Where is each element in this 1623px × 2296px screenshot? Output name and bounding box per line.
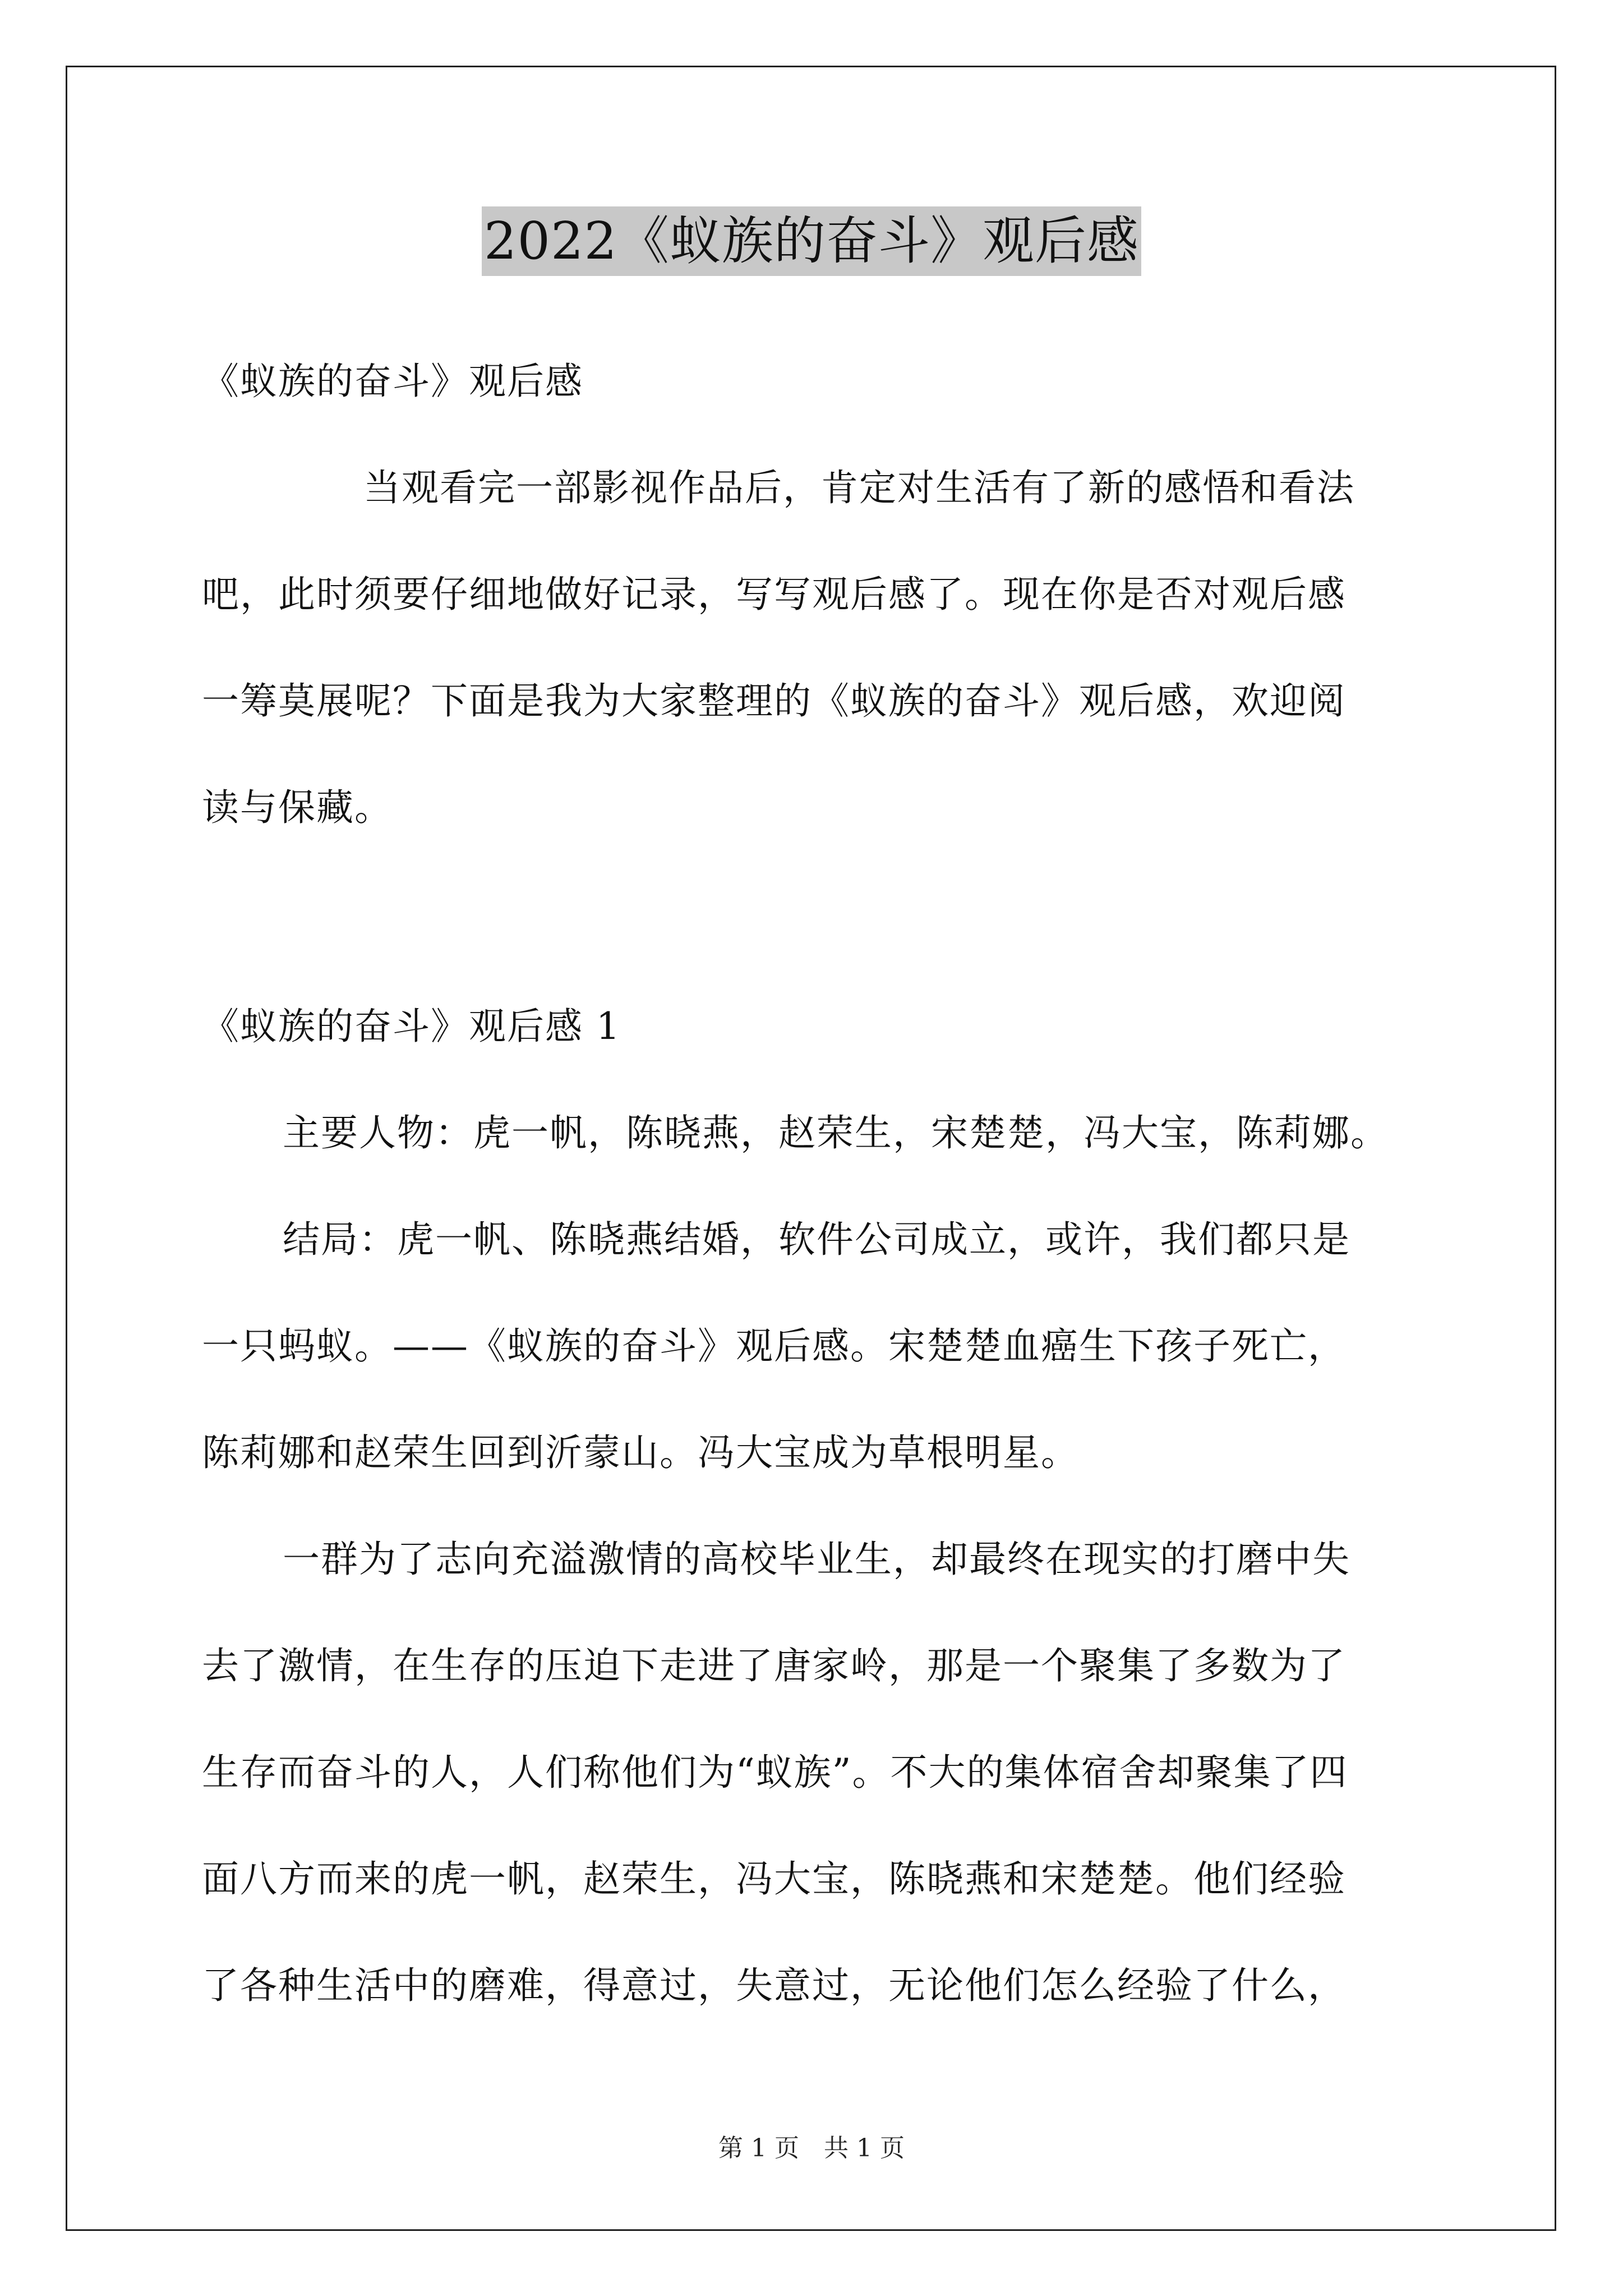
intro-line-1: 当观看完一部影视作品后，肯定对生活有了新的感悟和看法 [363,466,1355,509]
intro-line-3: 一筹莫展呢？下面是我为大家整理的《蚁族的奋斗》观后感，欢迎阅 [202,679,1346,723]
body-line-1: 一群为了志向充溢激情的高校毕业生，却最终在现实的打磨中失 [283,1538,1350,1581]
characters-line: 主要人物：虎一帆，陈晓燕，赵荣生，宋楚楚，冯大宝，陈莉娜。 [283,1111,1389,1154]
page-footer: 第 1 页 共 1 页 [718,2134,905,2162]
section-heading: 《蚁族的奋斗》观后感 1 [202,1005,621,1048]
ending-line-2: 一只蚂蚁。——《蚁族的奋斗》观后感。宋楚楚血癌生下孩子死亡， [202,1324,1346,1368]
ending-line-3: 陈莉娜和赵荣生回到沂蒙山。冯大宝成为草根明星。 [202,1431,1079,1474]
body-line-4: 面八方而来的虎一帆，赵荣生，冯大宝，陈晓燕和宋楚楚。他们经验 [202,1857,1346,1901]
intro-heading: 《蚁族的奋斗》观后感 [202,360,583,403]
intro-line-4: 读与保藏。 [202,786,393,829]
body-line-2: 去了激情，在生存的压迫下走进了唐家岭，那是一个聚集了多数为了 [202,1644,1346,1687]
body-line-3: 生存而奋斗的人，人们称他们为“蚁族”。不大的集体宿舍却聚集了四 [202,1751,1348,1794]
body-line-5: 了各种生活中的磨难，得意过，失意过，无论他们怎么经验了什么， [202,1964,1346,2007]
title-container [0,206,1623,276]
intro-line-2: 吧，此时须要仔细地做好记录，写写观后感了。现在你是否对观后感 [202,573,1346,616]
ending-line-1: 结局：虎一帆、陈晓燕结婚，软件公司成立，或许，我们都只是 [283,1218,1350,1261]
document-title: 2022《蚁族的奋斗》观后感 [482,206,1141,276]
